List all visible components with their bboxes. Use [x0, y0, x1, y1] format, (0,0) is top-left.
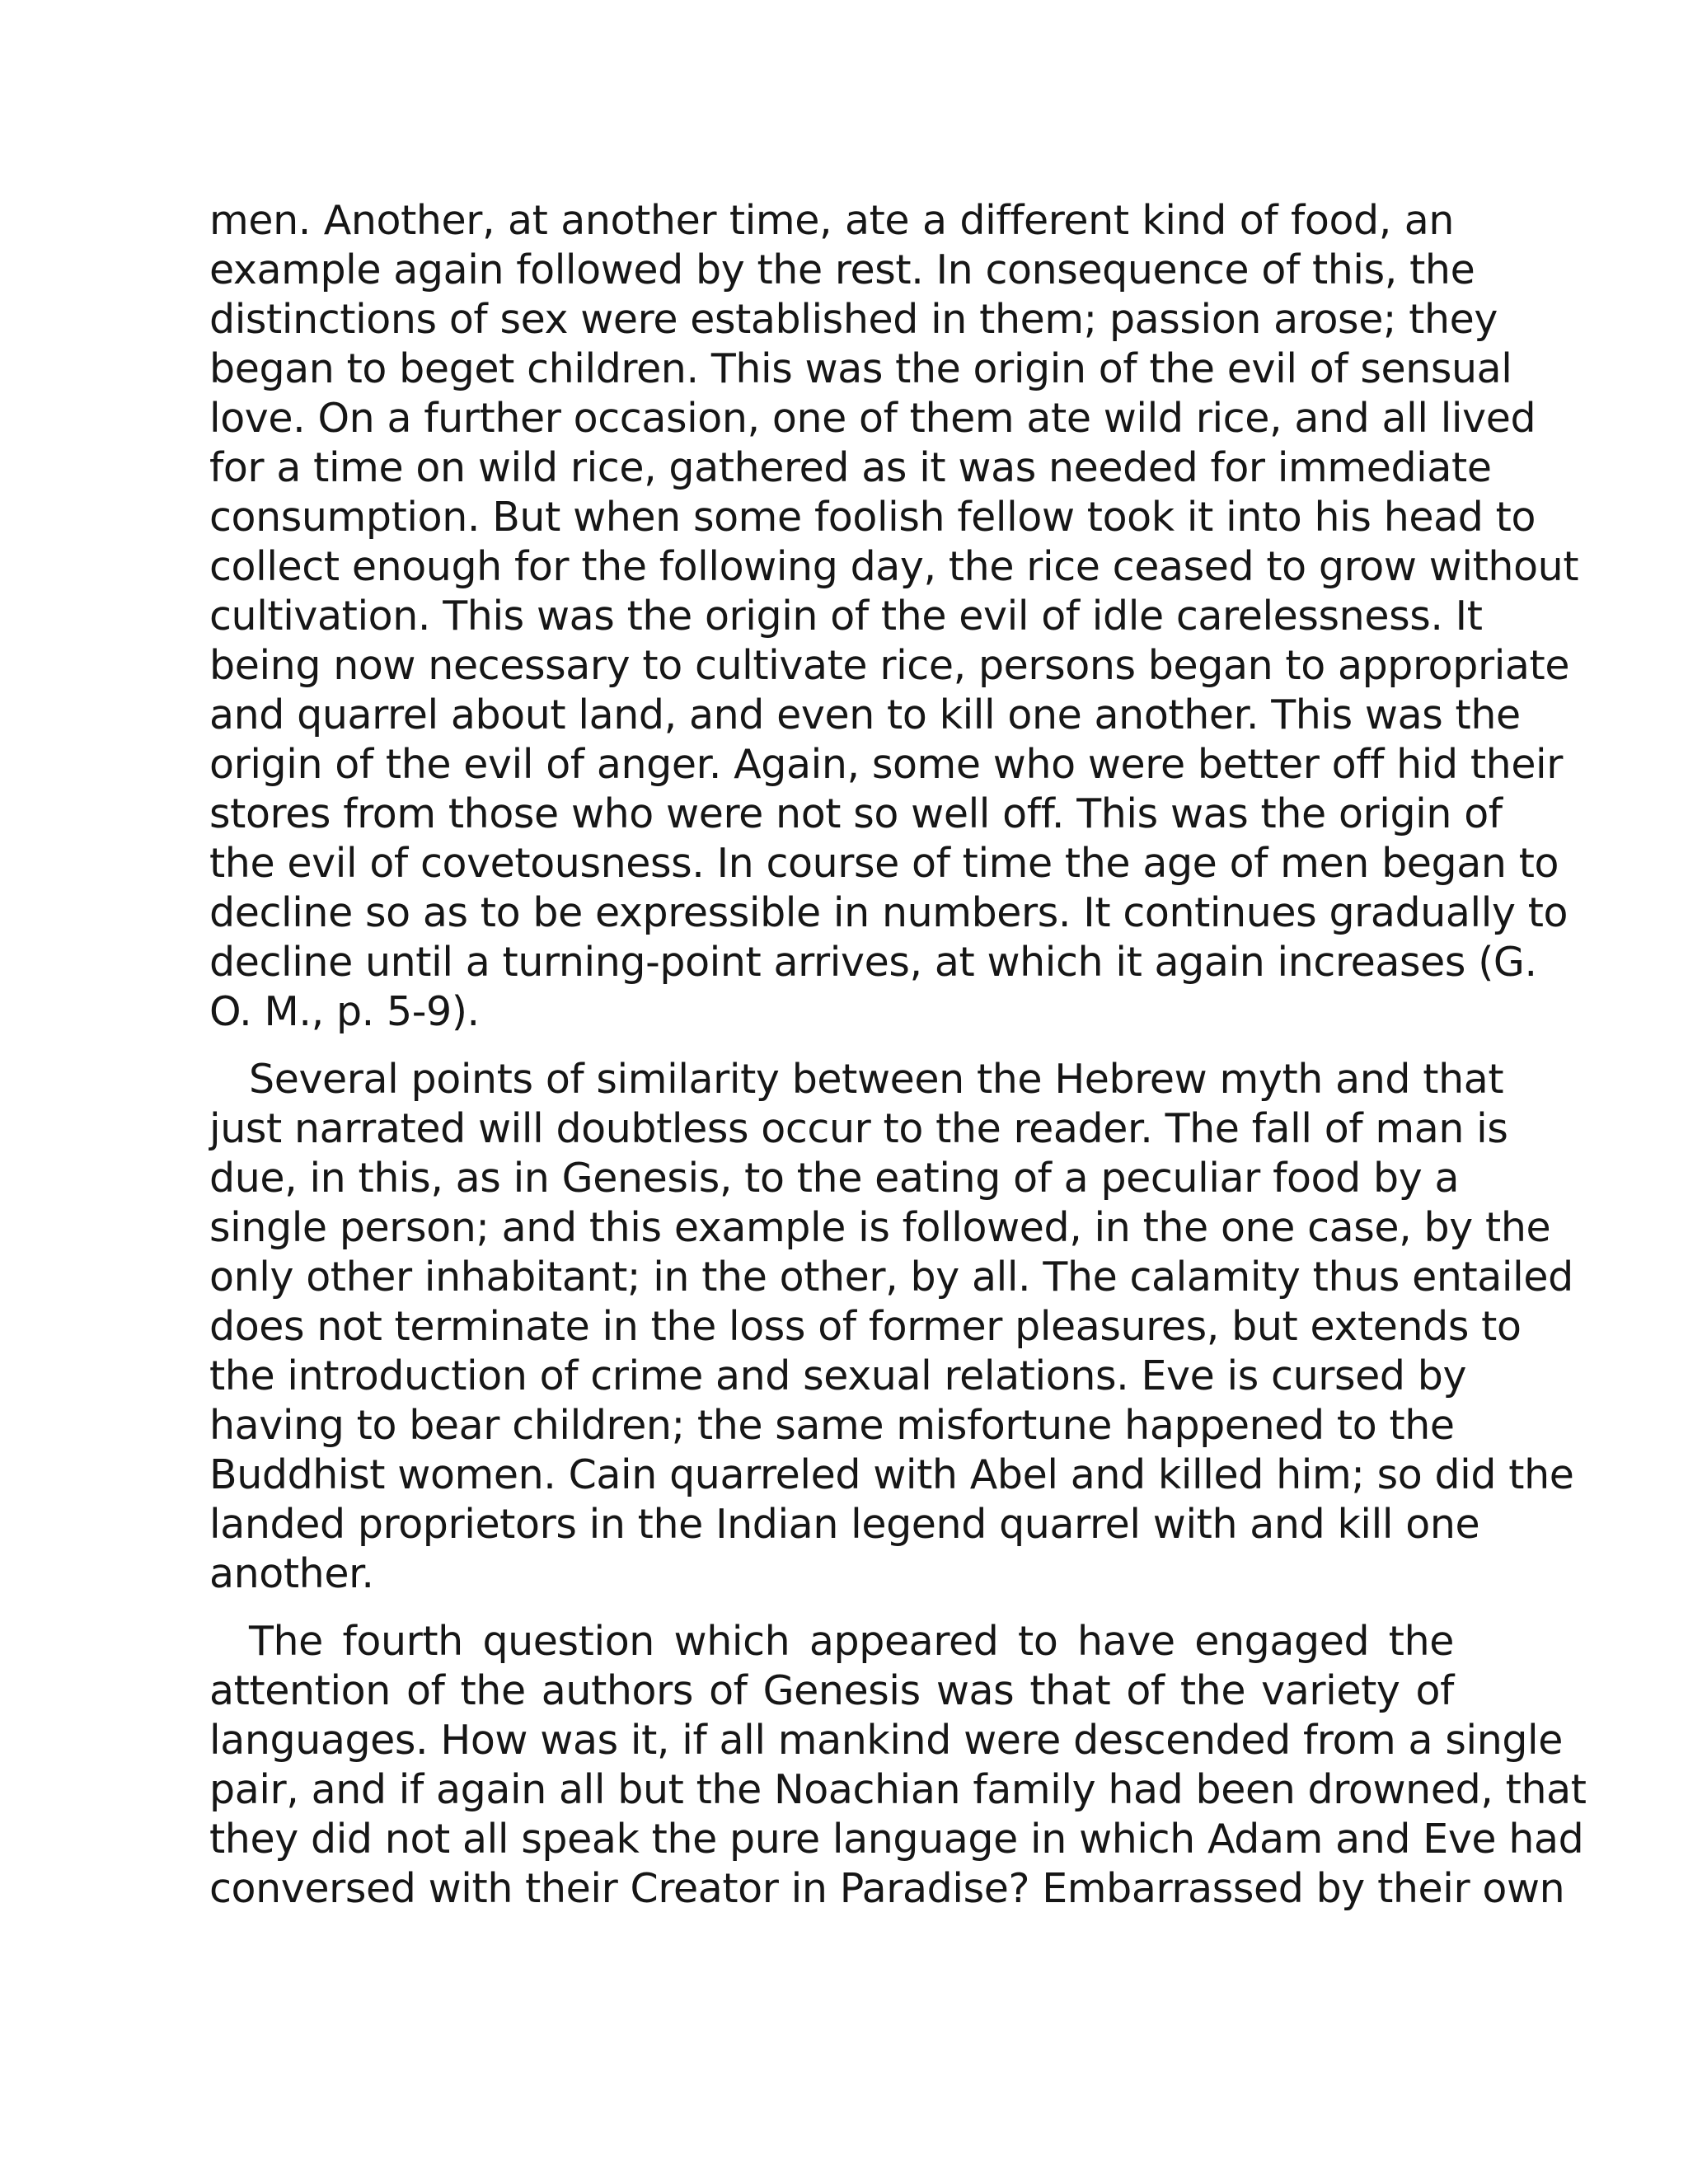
text-line: having to bear children; the same misfortune happened to the	[209, 1402, 1455, 1449]
text-line: single person; and this example is followed, in the one case, by the	[209, 1204, 1551, 1251]
text-line: due, in this, as in Genesis, to the eating of a peculiar food by a	[209, 1155, 1460, 1202]
text-line: pair, and if again all but the Noachian family had been drowned, that	[209, 1766, 1587, 1813]
text-line: the introduction of crime and sexual relations. Eve is cursed by	[209, 1352, 1467, 1399]
text-line: languages. How was it, if all mankind were descended from a single	[209, 1717, 1564, 1764]
text-line: they did not all speak the pure language in which Adam and Eve had	[209, 1816, 1584, 1863]
paragraph-3	[209, 1617, 1587, 1914]
document-page	[209, 196, 1587, 1914]
paragraph-1	[209, 196, 1579, 1037]
text-line: for a time on wild rice, gathered as it was needed for immediate	[209, 444, 1492, 491]
text-line: decline so as to be expressible in numbers. It continues gradually to	[209, 889, 1568, 936]
text-line: men. Another, at another time, ate a different kind of food, an	[209, 197, 1454, 244]
text-line: Buddhist women. Cain quarreled with Abel and killed him; so did the	[209, 1451, 1574, 1498]
text-line: being now necessary to cultivate rice, persons began to appropriate	[209, 642, 1570, 689]
text-line: Several points of similarity between the Hebrew myth and that	[249, 1056, 1504, 1103]
text-line: love. On a further occasion, one of them ate wild rice, and all lived	[209, 395, 1536, 442]
text-line: The fourth question which appeared to have engaged the	[249, 1618, 1454, 1665]
text-line: only other inhabitant; in the other, by all. The calamity thus entailed	[209, 1254, 1573, 1301]
text-line: cultivation. This was the origin of the evil of idle carelessness. It	[209, 593, 1483, 640]
text-line: landed proprietors in the Indian legend quarrel with and kill one	[209, 1501, 1480, 1548]
text-line: began to beget children. This was the origin of the evil of sensual	[209, 345, 1512, 392]
text-line: collect enough for the following day, the rice ceased to grow without	[209, 543, 1579, 590]
text-line: example again followed by the rest. In consequence of this, the	[209, 246, 1475, 293]
text-line: stores from those who were not so well off. This was the origin of	[209, 790, 1503, 837]
text-line: consumption. But when some foolish fellow took it into his head to	[209, 494, 1536, 541]
text-line: conversed with their Creator in Paradise? Embarrassed by their own	[209, 1865, 1565, 1912]
text-line: O. M., p. 5-9).	[209, 988, 480, 1035]
text-line: the evil of covetousness. In course of time the age of men began to	[209, 840, 1559, 887]
text-line: attention of the authors of Genesis was that of the variety of	[209, 1667, 1454, 1714]
text-line: does not terminate in the loss of former pleasures, but extends to	[209, 1303, 1522, 1350]
text-line: distinctions of sex were established in them; passion arose; they	[209, 296, 1498, 343]
text-line: origin of the evil of anger. Again, some who were better off hid their	[209, 741, 1564, 788]
paragraph-2	[209, 1055, 1574, 1599]
text-line: and quarrel about land, and even to kill one another. This was the	[209, 691, 1521, 738]
text-line: another.	[209, 1550, 374, 1597]
text-line: decline until a turning-point arrives, at which it again increases (G.	[209, 939, 1537, 986]
text-line: just narrated will doubtless occur to the reader. The fall of man is	[209, 1105, 1508, 1152]
